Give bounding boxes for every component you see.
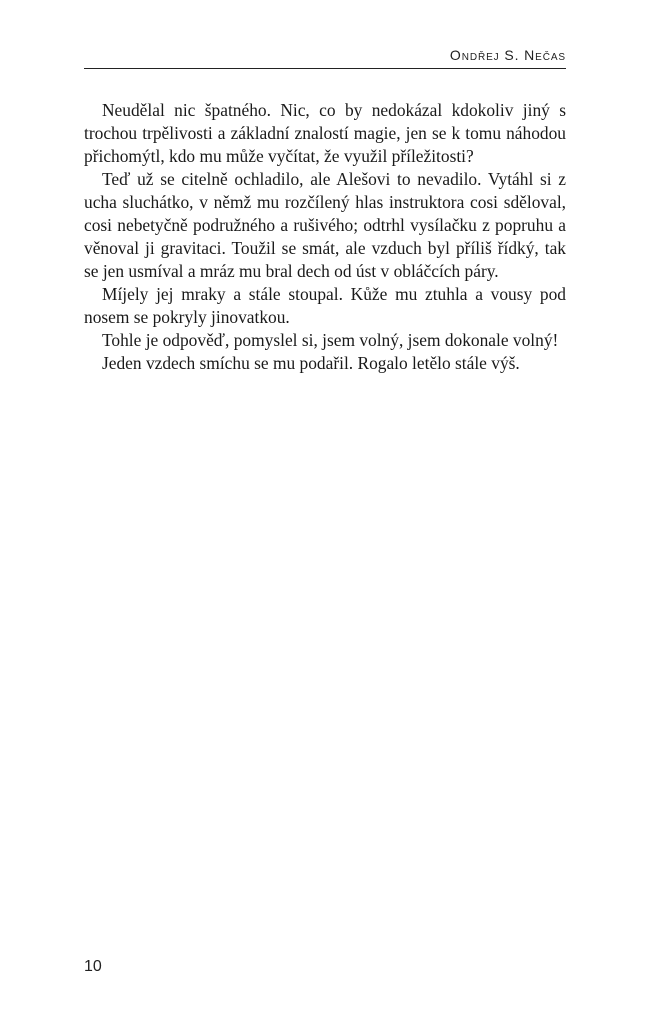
body-text (84, 99, 566, 375)
paragraph-1: Neudělal nic špatného. Nic, co by nedokázal kdokoliv jiný s trochou trpělivosti a základní znalostí magie, jen se k tomu náhodou přichomýtl, kdo mu může vyčítat, že využil příležitosti? (84, 100, 566, 166)
page-number: 10 (84, 958, 102, 975)
paragraph-3: Míjely jej mraky a stále stoupal. Kůže mu ztuhla a vousy pod nosem se pokryly jinovatkou. (84, 284, 566, 327)
paragraph-5: Jeden vzdech smíchu se mu podařil. Rogalo letělo stále výš. (102, 353, 520, 373)
paragraph-4: Tohle je odpověď, pomyslel si, jsem volný, jsem dokonale volný! (102, 330, 559, 350)
paragraph-2: Teď už se citelně ochladilo, ale Alešovi to nevadilo. Vytáhl si z ucha sluchátko, v němž mu rozčílený hlas instruktora cosi sděloval, cosi nebetyčně podružného a rušivého; odtrhl vysílačku z popruhu a věnoval ji gravitaci. Toužil se smát, ale vzduch byl příliš řídký, tak se jen usmíval a mráz mu bral dech od úst v obláčcích páry. (84, 169, 566, 281)
running-head (84, 46, 566, 69)
author-name: Ondřej S. Nečas (449, 47, 566, 63)
